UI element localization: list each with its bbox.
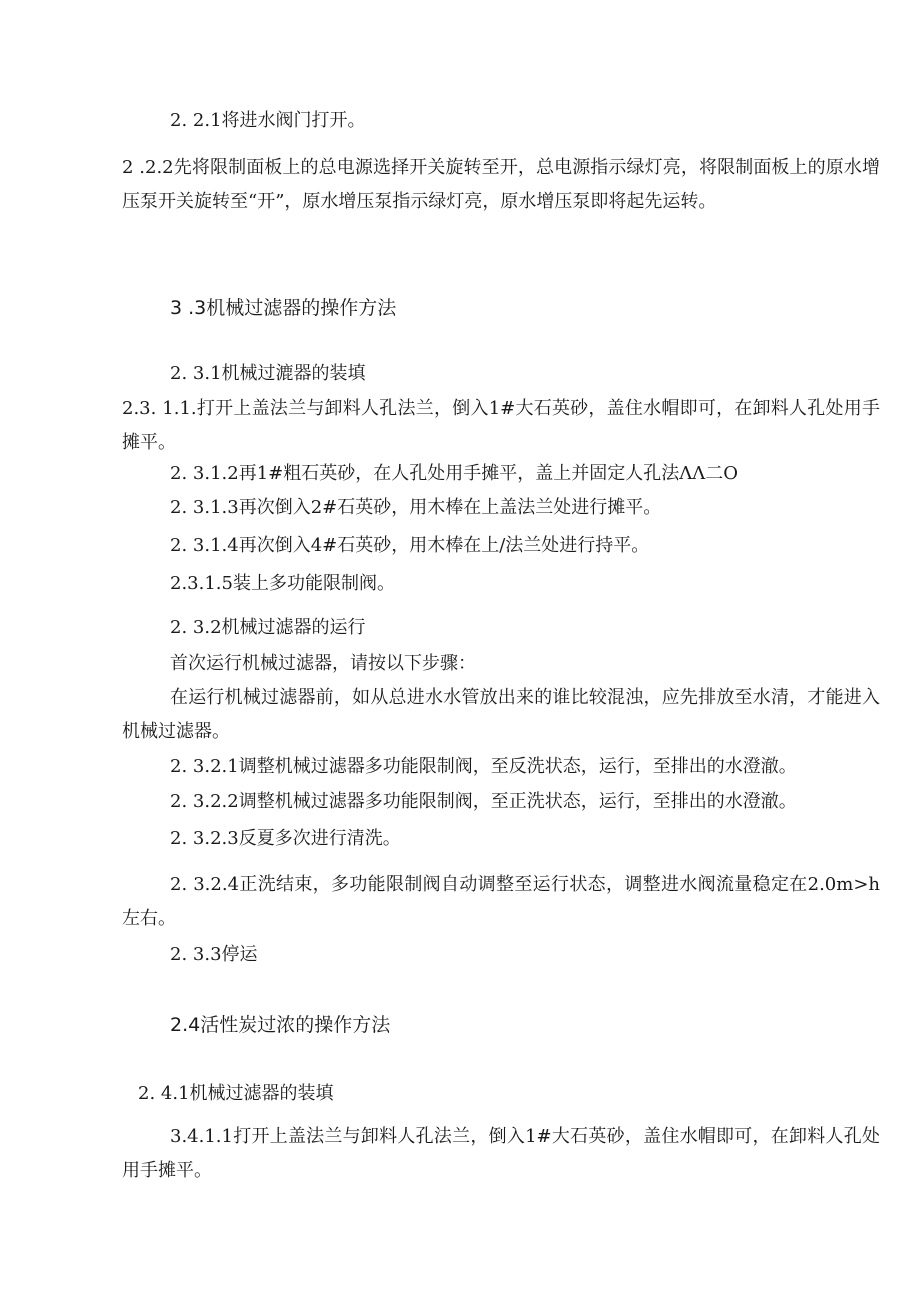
step-2-3-1-1: 2.3. 1.1.打开上盖法兰与卸料人孔法兰，倒入1#大石英砂，盖住水帽即可，在卸料人孔处用手摊平。: [122, 398, 880, 453]
section-heading-3-3: 3 .3机械过滤器的操作方法: [170, 297, 397, 319]
step-2-3-2-2: 2. 3.2.2调整机械过滤器多功能限制阀，至正洗状态，运行，至排出的水澄澈。: [170, 791, 797, 812]
intro-first-run: 首次运行机械过滤器，请按以下步骤：: [170, 653, 476, 674]
step-2-2-2: 2 .2.2先将限制面板上的总电源选择开关旋转至开，总电源指示绿灯亮，将限制面板上的原水增压泵开关旋转至“开”，原水增压泵指示绿灯亮，原水增压泵即将起先运转。: [122, 157, 880, 212]
step-2-3-2-1: 2. 3.2.1调整机械过滤器多功能限制阀，至反洗状态，运行，至排出的水澄澈。: [170, 756, 797, 777]
subsection-2-3-2: 2. 3.2机械过滤器的运行: [170, 617, 366, 638]
subsection-2-3-1: 2. 3.1机械过漉器的装填: [170, 363, 366, 384]
subsection-2-3-3: 2. 3.3停运: [170, 944, 258, 965]
step-2-3-1-2: 2. 3.1.2再1#粗石英砂，在人孔处用手摊平，盖上并固定人孔法ΛΛ二O: [170, 463, 738, 484]
step-2-3-2-4: 2. 3.2.4正洗结束，多功能限制阀自动调整至运行状态，调整进水阀流量稳定在2.0m>h左右。: [122, 874, 880, 929]
step-2-3-1-5: 2.3.1.5装上多功能限制阀。: [170, 573, 395, 594]
step-2-3-1-4: 2. 3.1.4再次倒入4#石英砂，用木棒在上/法兰处进行持平。: [170, 535, 650, 556]
section-heading-2-4: 2.4活性炭过浓的操作方法: [170, 1014, 391, 1036]
step-2-2-1: 2. 2.1将进水阀门打开。: [170, 110, 366, 131]
subsection-2-4-1: 2. 4.1机械过滤器的装填: [138, 1083, 334, 1104]
step-2-3-1-3: 2. 3.1.3再次倒入2#石英砂，用木棒在上盖法兰处进行摊平。: [170, 497, 662, 518]
step-2-3-2-3: 2. 3.2.3反夏多次进行清洗。: [170, 828, 401, 849]
step-3-4-1-1: 3.4.1.1打开上盖法兰与卸料人孔法兰，倒入1#大石英砂，盖住水帽即可，在卸料人孔处用手摊平。: [122, 1126, 880, 1181]
paragraph-before-run: 在运行机械过滤器前，如从总进水水管放出来的谁比较混浊，应先排放至水清，才能进入机械过滤器。: [122, 687, 880, 742]
